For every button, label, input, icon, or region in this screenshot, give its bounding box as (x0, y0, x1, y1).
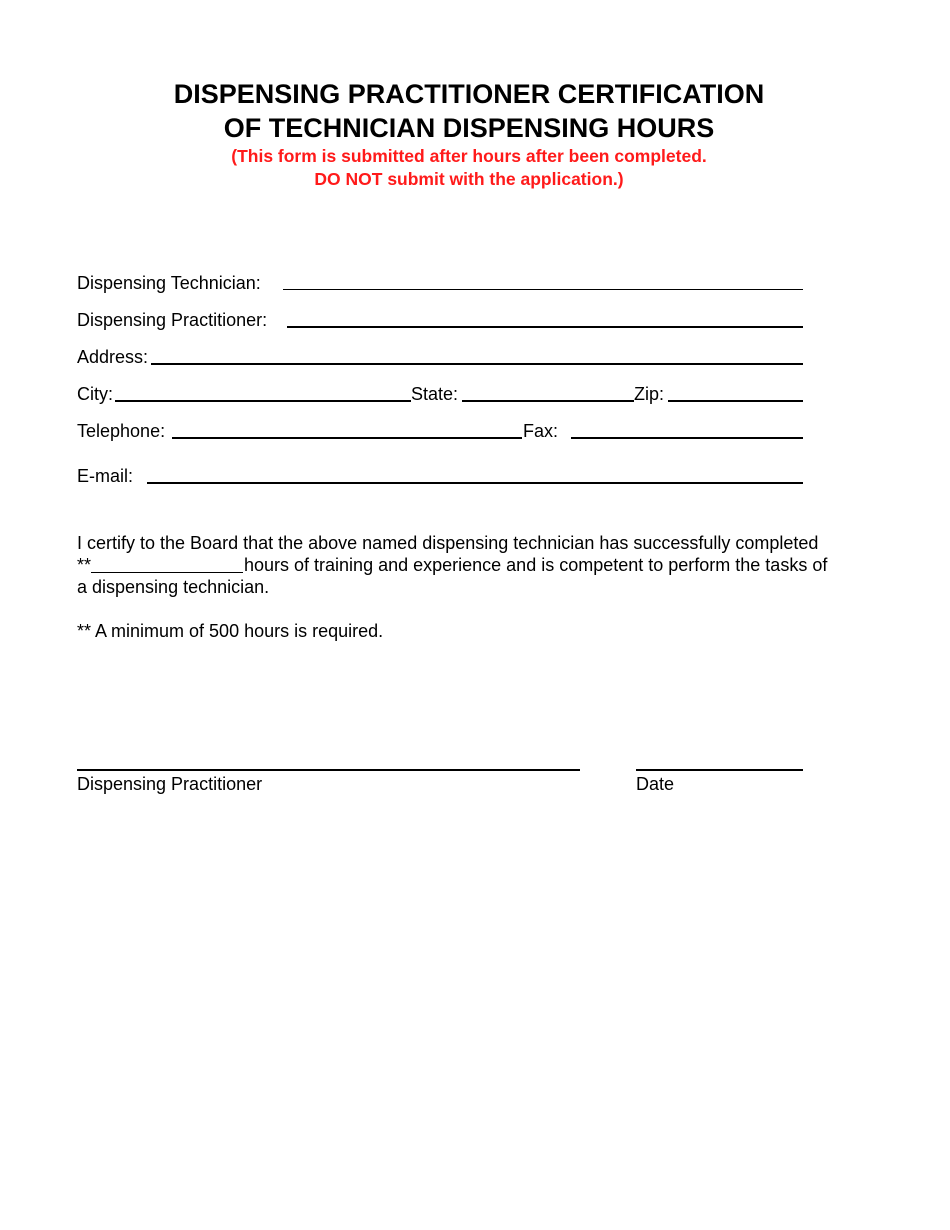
signature-practitioner-label: Dispensing Practitioner (77, 774, 263, 794)
note-line-2: DO NOT submit with the application.) (314, 169, 624, 189)
practitioner-signature-line[interactable] (77, 769, 580, 771)
fax-field[interactable] (571, 437, 803, 439)
state-label: State: (411, 384, 459, 404)
practitioner-field[interactable] (287, 326, 803, 328)
technician-field[interactable] (283, 289, 803, 290)
telephone-label: Telephone: (77, 421, 166, 441)
city-field[interactable] (115, 400, 411, 402)
title-line-2: OF TECHNICIAN DISPENSING HOURS (223, 113, 715, 143)
signature-date-label: Date (636, 774, 675, 794)
fax-label: Fax: (523, 421, 559, 441)
address-field[interactable] (151, 363, 803, 365)
hours-field[interactable] (91, 572, 243, 573)
telephone-field[interactable] (172, 437, 522, 439)
date-signature-line[interactable] (636, 769, 803, 771)
submission-note (0, 145, 938, 191)
practitioner-label: Dispensing Practitioner: (77, 310, 268, 330)
technician-label: Dispensing Technician: (77, 273, 261, 293)
certification-line-1: I certify to the Board that the above named dispensing technician has successfully completed (77, 533, 819, 553)
certification-line-3: a dispensing technician. (77, 577, 270, 597)
state-field[interactable] (462, 400, 634, 402)
zip-label: Zip: (634, 384, 665, 404)
email-field[interactable] (147, 482, 803, 484)
minimum-hours-note: ** A minimum of 500 hours is required. (77, 621, 384, 641)
email-label: E-mail: (77, 466, 134, 486)
address-label: Address: (77, 347, 149, 367)
title-line-1: DISPENSING PRACTITIONER CERTIFICATION (173, 79, 765, 109)
city-label: City: (77, 384, 113, 404)
certification-prefix: ** (77, 555, 92, 575)
zip-field[interactable] (668, 400, 803, 402)
form-title (0, 77, 938, 145)
certification-line-2: hours of training and experience and is competent to perform the tasks of (244, 555, 828, 575)
note-line-1: (This form is submitted after hours after been completed. (231, 146, 707, 166)
